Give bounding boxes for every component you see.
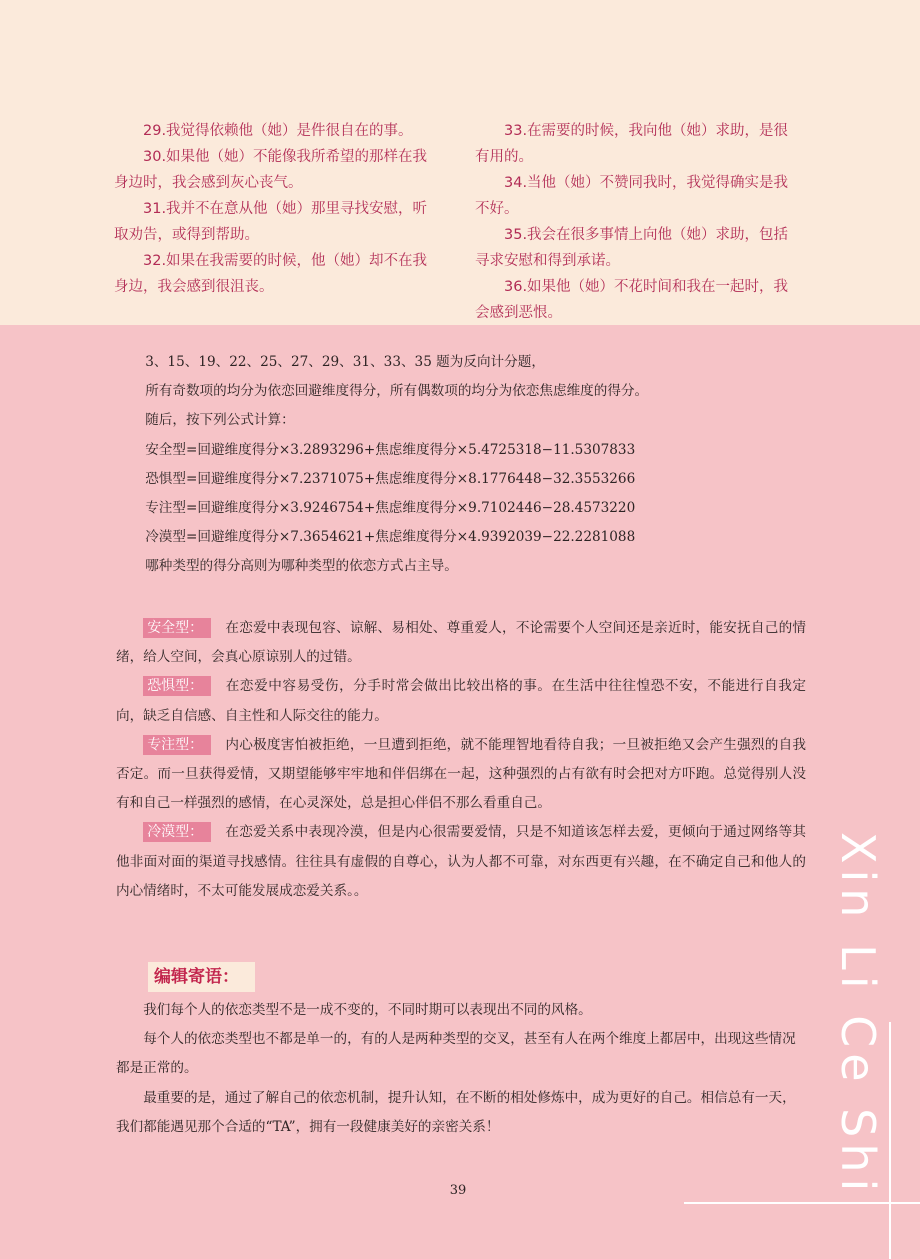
decorative-vertical-line [889,1022,891,1259]
type-desc-preoccupied: 内心极度害怕被拒绝，一旦遭到拒绝，就不能理智地看待自我；一旦被拒绝又会产生强烈的自我否定。而一旦获得爱情，又期望能够牢牢地和伴侣绑在一起，这种强烈的占有欲有时会把对方吓跑。总觉得别人没有和自己一样强烈的感情，在心灵深处，总是担心伴侣不那么看重自己。 [116,736,806,812]
question-35: 35.我会在很多事情上向他（她）求助，包括寻求安慰和得到承诺。 [475,227,789,269]
question-33: 33.在需要的时候，我向他（她）求助，是很有用的。 [475,123,789,165]
editor-paragraph: 每个人的依恋类型也不都是单一的，有的人是两种类型的交叉，甚至有人在两个维度上都居中，出现这些情况都是正常的。 [116,1031,796,1077]
type-desc-fearful: 在恋爱中容易受伤，分手时常会做出比较出格的事。在生活中往往惶恐不安，不能进行自我定向，缺乏自信感、自主性和人际交往的能力。 [116,678,806,724]
scoring-dimensions: 所有奇数项的均分为依恋回避维度得分，所有偶数项的均分为依恋焦虑维度的得分。 [145,383,649,400]
question-36: 36.如果他（她）不花时间和我在一起时，我会感到恶恨。 [475,279,789,321]
question-34: 34.当他（她）不赞同我时，我觉得确实是我不好。 [475,175,789,217]
question-29: 29.我觉得依赖他（她）是件很自在的事。 [143,123,413,139]
column-title-text: Xin Li Ce Shi [831,832,885,1198]
questions-right-column [475,118,797,326]
editor-note [116,996,806,1142]
type-tag-secure: 安全型： [143,618,211,638]
formula-preoccupied: 专注型=回避维度得分×3.9246754+焦虑维度得分×9.7102446−28.4573220 [145,500,636,517]
scoring-intro: 随后，按下列公式计算： [145,412,295,429]
scoring-instructions [118,348,818,582]
editor-note-heading: 编辑寄语： [148,962,255,992]
question-30: 30.如果他（她）不能像我所希望的那样在我身边时，我会感到灰心丧气。 [114,149,428,191]
scoring-reverse-items: 3、15、19、22、25、27、29、31、33、35 题为反向计分题， [145,354,545,370]
attachment-types [116,614,806,906]
editor-paragraph: 我们每个人的依恋类型不是一成不变的，不同时期可以表现出不同的风格。 [143,1002,592,1018]
column-title-vertical [826,832,890,1198]
questions-left-column [114,118,436,300]
page-number: 39 [449,1183,467,1198]
formula-dismissive: 冷漠型=回避维度得分×7.3654621+焦虑维度得分×4.9392039−22.2281088 [145,529,636,546]
type-secure [116,614,806,672]
question-31: 31.我并不在意从他（她）那里寻找安慰，听取劝告，或得到帮助。 [114,201,428,243]
type-fearful [116,672,806,730]
formula-secure: 安全型=回避维度得分×3.2893296+焦虑维度得分×5.4725318−11.5307833 [145,441,636,458]
type-preoccupied [116,731,806,819]
type-tag-fearful: 恐惧型： [143,676,211,696]
type-tag-dismissive: 冷漠型： [143,822,211,842]
decorative-horizontal-line [684,1202,920,1204]
type-desc-dismissive: 在恋爱关系中表现冷漠，但是内心很需要爱情，只是不知道该怎样去爱，更倾向于通过网络等其他非面对面的渠道寻找感情。往往具有虚假的自尊心，认为人都不可靠，对东西更有兴趣，在不确定自己和他人的内心情绪时，不太可能发展成恋爱关系。。 [116,824,806,899]
scoring-conclusion: 哪种类型的得分高则为哪种类型的依恋方式占主导。 [145,558,458,575]
type-dismissive [116,818,806,906]
editor-paragraph: 最重要的是，通过了解自己的依恋机制，提升认知，在不断的相处修炼中，成为更好的自己。相信总有一天，我们都能遇见那个合适的“TA”，拥有一段健康美好的亲密关系！ [116,1089,796,1135]
formula-fearful: 恐惧型=回避维度得分×7.2371075+焦虑维度得分×8.1776448−32.3553266 [145,470,636,487]
question-32: 32.如果在我需要的时候，他（她）却不在我身边，我会感到很沮丧。 [114,253,428,295]
type-tag-preoccupied: 专注型： [143,735,211,755]
type-desc-secure: 在恋爱中表现包容、谅解、易相处、尊重爱人，不论需要个人空间还是亲近时，能安抚自己的情绪，给人空间，会真心原谅别人的过错。 [116,620,806,666]
